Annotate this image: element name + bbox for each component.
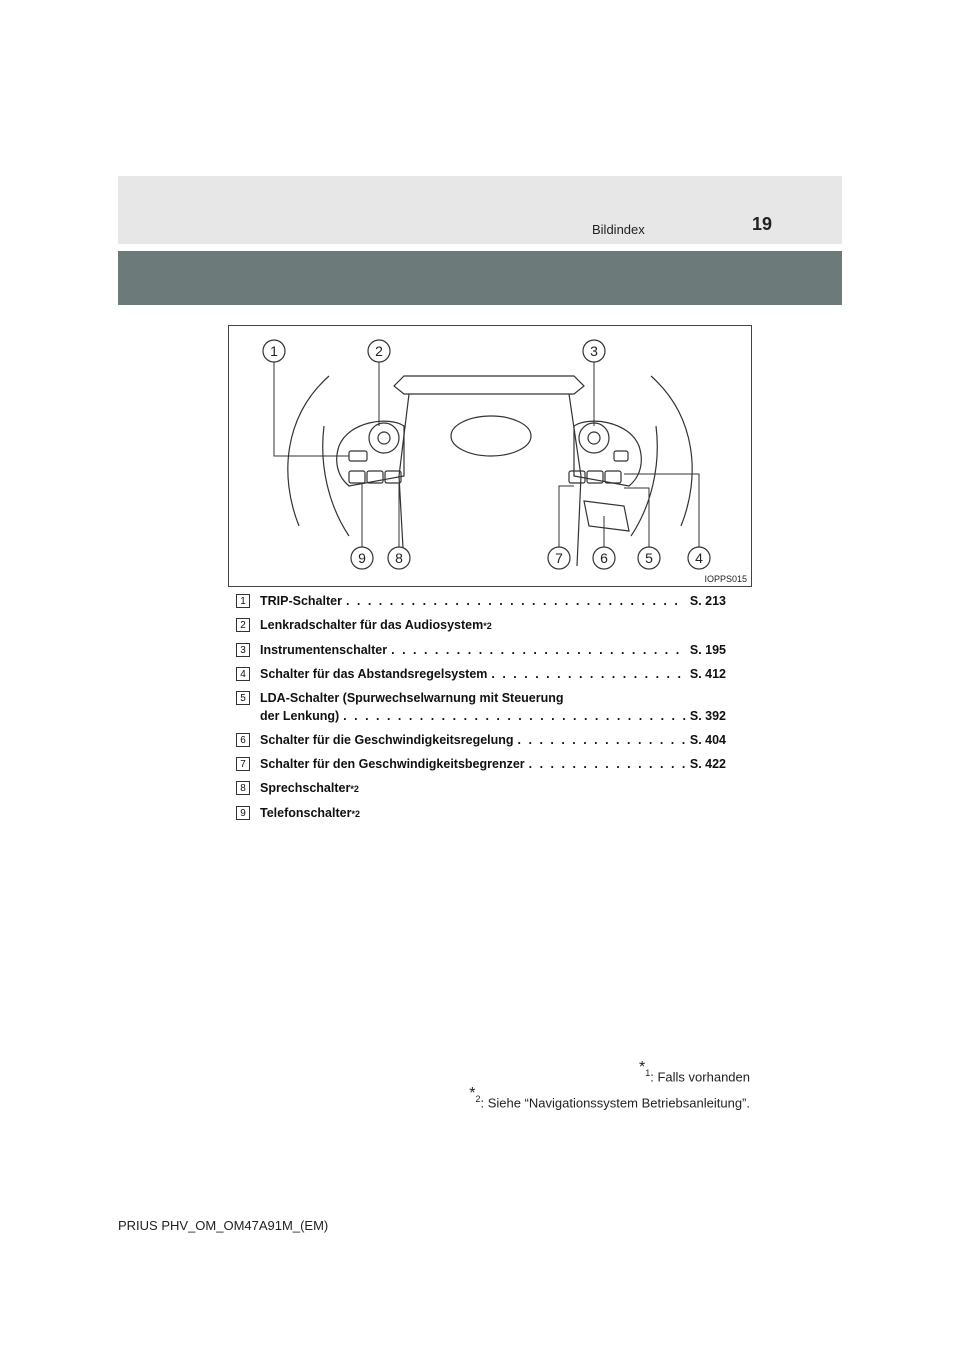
page-ref-link[interactable]: S. 422	[689, 757, 726, 771]
index-list	[236, 592, 726, 829]
callout-1: 1	[270, 343, 278, 359]
document-code: PRIUS PHV_OM_OM47A91M_(EM)	[118, 1218, 329, 1233]
section-title: Bildindex	[592, 222, 645, 237]
item-label: Lenkradschalter für das Audiosystem	[260, 618, 484, 632]
item-label: Sprechschalter	[260, 781, 351, 795]
list-item	[236, 665, 726, 683]
list-item	[236, 616, 726, 635]
item-label: Schalter für den Geschwindigkeitsbegrenzer	[260, 757, 525, 771]
list-item	[236, 755, 726, 773]
list-item	[236, 641, 726, 659]
page-number: 19	[752, 214, 773, 234]
list-item	[236, 592, 726, 610]
footnote-1: *$^1$: Falls vorhanden	[639, 1059, 750, 1085]
page-ref-link[interactable]: S. 392	[689, 709, 726, 723]
page-ref-link[interactable]: S. 404	[689, 733, 726, 747]
item-label-cont: der Lenkung)	[260, 709, 340, 723]
footnote-ref: *2	[351, 809, 360, 819]
leader-dots	[491, 665, 685, 683]
item-label: LDA-Schalter (Spurwechselwarnung mit Steuerung	[260, 691, 564, 705]
callout-6: 6	[600, 550, 608, 566]
steering-wheel-illustration	[229, 326, 751, 586]
callout-4: 4	[695, 550, 703, 566]
item-label: Schalter für die Geschwindigkeitsregelung	[260, 733, 514, 747]
list-item	[236, 804, 726, 823]
leader-dots	[518, 731, 686, 749]
callout-7: 7	[555, 550, 563, 566]
item-number: 1	[236, 594, 250, 608]
callout-3: 3	[590, 343, 598, 359]
item-number: 7	[236, 757, 250, 771]
item-label: Telefonschalter	[260, 806, 352, 820]
item-number: 5	[236, 691, 250, 705]
page-ref-link[interactable]: S. 195	[689, 643, 726, 657]
callout-2: 2	[375, 343, 383, 359]
leader-dots	[391, 641, 686, 659]
steering-wheel-figure	[228, 325, 752, 587]
item-number: 6	[236, 733, 250, 747]
item-number: 3	[236, 643, 250, 657]
callout-8: 8	[395, 550, 403, 566]
leader-dots	[343, 707, 686, 725]
header-band	[118, 176, 842, 244]
page-ref-link[interactable]: S. 213	[689, 594, 726, 608]
footnotes	[469, 1059, 750, 1115]
item-label: Instrumentenschalter	[260, 643, 388, 657]
footnote-2: *$^2$: Siehe “Navigationssystem Betriebsanleitung”.	[469, 1085, 750, 1111]
item-label: Schalter für das Abstandsregelsystem	[260, 667, 488, 681]
footnote-ref: *2	[483, 621, 492, 631]
list-item	[236, 731, 726, 749]
item-number: 4	[236, 667, 250, 681]
callout-5: 5	[645, 550, 653, 566]
leader-dots	[529, 755, 686, 773]
title-bar	[118, 251, 842, 305]
item-number: 2	[236, 618, 250, 632]
item-number: 8	[236, 781, 250, 795]
leader-dots	[346, 592, 686, 610]
footnote-ref: *2	[350, 784, 359, 794]
item-number: 9	[236, 806, 250, 820]
page-ref-link[interactable]: S. 412	[689, 667, 726, 681]
callout-9: 9	[358, 550, 366, 566]
list-item	[236, 779, 726, 798]
item-label: TRIP-Schalter	[260, 594, 342, 608]
figure-id: IOPPS015	[704, 574, 747, 584]
list-item	[236, 689, 726, 725]
